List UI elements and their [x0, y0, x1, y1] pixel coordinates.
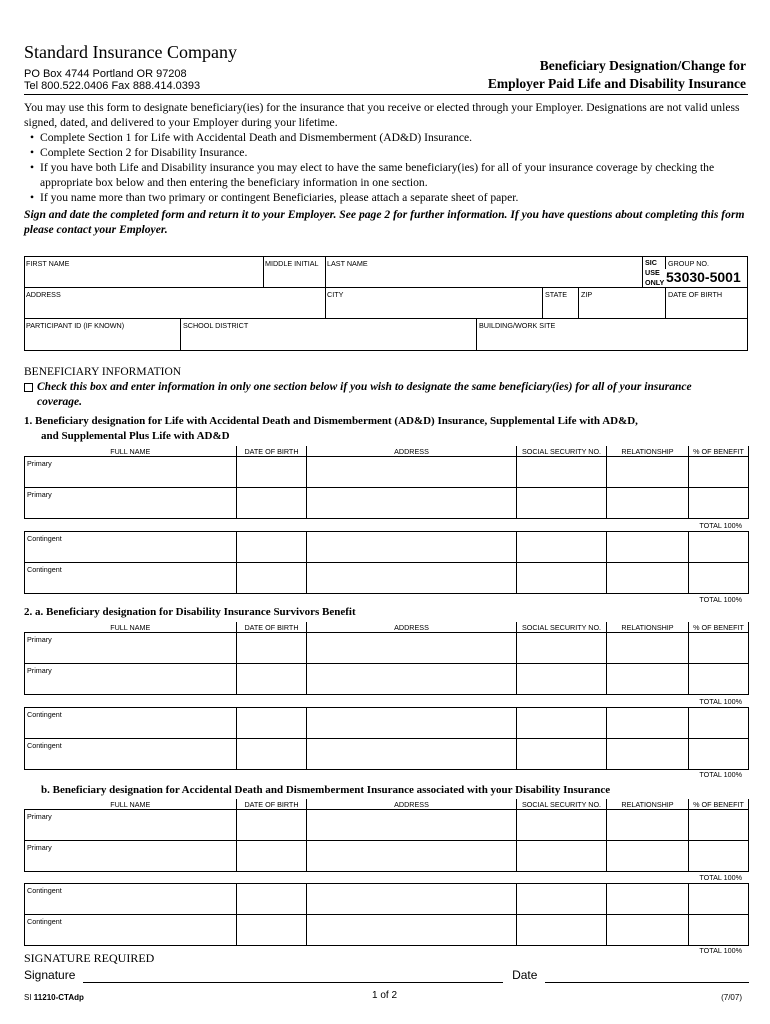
zip-field[interactable]: ZIP	[581, 290, 593, 299]
same-beneficiary-checkbox[interactable]	[24, 383, 33, 392]
form-number	[24, 993, 84, 1002]
total-label: TOTAL 100%	[699, 873, 742, 882]
section2b-title: b. Beneficiary designation for Accidental Death and Dismemberment Insurance associated with your Disability Insurance	[41, 784, 611, 796]
total-label: TOTAL 100%	[699, 521, 742, 530]
col-relationship: RELATIONSHIP	[607, 446, 689, 457]
address-field[interactable]: ADDRESS	[26, 290, 61, 299]
table-row[interactable]	[25, 488, 749, 519]
section2a-title: 2. a. Beneficiary designation for Disability Insurance Survivors Benefit	[24, 606, 356, 618]
col-ssn: SOCIAL SECURITY NO.	[517, 799, 607, 810]
total-label: TOTAL 100%	[699, 697, 742, 706]
city-field[interactable]: CITY	[327, 290, 344, 299]
beneficiary-heading: BENEFICIARY INFORMATION	[24, 366, 182, 378]
school-district-field[interactable]: SCHOOL DISTRICT	[183, 321, 249, 330]
intro-bullet: • If you name more than two primary or contingent Beneficiaries, please attach a separate sheet of paper.	[40, 190, 750, 205]
col-ssn: SOCIAL SECURITY NO.	[517, 446, 607, 457]
form-title-line2: Employer Paid Life and Disability Insurance	[487, 76, 746, 91]
date-label: Date	[512, 968, 538, 982]
return-instruction: Sign and date the completed form and return it to your Employer. See page 2 for further information. If you have questions about completing this form please contact your Employer.	[24, 208, 745, 236]
divider	[642, 256, 643, 287]
date-field[interactable]	[545, 968, 749, 983]
col-address: ADDRESS	[307, 799, 517, 810]
table-row[interactable]	[25, 810, 749, 841]
col-full-name: FULL NAME	[25, 446, 237, 457]
signature-label: Signature	[24, 968, 76, 982]
state-field[interactable]: STATE	[545, 290, 568, 299]
group-no-label: GROUP NO.	[668, 259, 710, 268]
company-phone-fax: Tel 800.522.0406 Fax 888.414.0393	[24, 80, 201, 92]
intro-bullet: • Complete Section 2 for Disability Insurance.	[40, 145, 750, 160]
header-divider	[24, 94, 748, 95]
table-row[interactable]	[25, 841, 749, 872]
row-label: Primary	[25, 664, 237, 695]
divider	[24, 287, 748, 288]
company-name: Standard Insurance Company	[24, 42, 237, 62]
col-dob: DATE OF BIRTH	[237, 622, 307, 633]
only-label: ONLY	[645, 278, 665, 287]
section1-title: 1. Beneficiary designation for Life with Accidental Death and Dismemberment (AD&D) Insurance, Supplemental Life with AD&D,	[24, 415, 638, 427]
table-row[interactable]	[25, 739, 749, 770]
divider	[578, 287, 579, 318]
page-number: 1 of 2	[372, 990, 398, 1001]
col-relationship: RELATIONSHIP	[607, 799, 689, 810]
form-number-value: 11210-CTAdp	[33, 993, 84, 1002]
intro-bullets	[24, 130, 750, 205]
section2a-contingent-table	[24, 707, 749, 770]
col-percent: % OF BENEFIT	[689, 446, 749, 457]
row-label: Primary	[25, 488, 237, 519]
col-percent: % OF BENEFIT	[689, 622, 749, 633]
table-row[interactable]	[25, 457, 749, 488]
form-title-line1: Beneficiary Designation/Change for	[539, 58, 746, 73]
section2a-table	[24, 622, 749, 695]
divider	[665, 256, 666, 269]
row-label: Contingent	[25, 708, 237, 739]
use-label: USE	[645, 268, 660, 277]
col-full-name: FULL NAME	[25, 622, 237, 633]
form-number-prefix: SI	[24, 993, 32, 1002]
divider	[665, 287, 666, 318]
row-label: Primary	[25, 841, 237, 872]
col-address: ADDRESS	[307, 446, 517, 457]
row-label: Primary	[25, 457, 237, 488]
sic-label: SIC	[645, 258, 657, 267]
row-label: Contingent	[25, 532, 237, 563]
table-row[interactable]	[25, 633, 749, 664]
total-label: TOTAL 100%	[699, 595, 742, 604]
divider	[24, 318, 748, 319]
table-row[interactable]	[25, 708, 749, 739]
col-dob: DATE OF BIRTH	[237, 446, 307, 457]
divider	[263, 256, 264, 287]
company-address: PO Box 4744 Portland OR 97208	[24, 68, 187, 80]
col-dob: DATE OF BIRTH	[237, 799, 307, 810]
divider	[325, 287, 326, 318]
table-row[interactable]	[25, 884, 749, 915]
col-ssn: SOCIAL SECURITY NO.	[517, 622, 607, 633]
group-number: 53030-5001	[666, 269, 741, 285]
intro-bullet: • Complete Section 1 for Life with Accidental Death and Dismemberment (AD&D) Insurance.	[40, 130, 750, 145]
signature-row	[24, 968, 749, 983]
total-label: TOTAL 100%	[699, 770, 742, 779]
row-label: Contingent	[25, 915, 237, 946]
total-label: TOTAL 100%	[699, 946, 742, 955]
col-address: ADDRESS	[307, 622, 517, 633]
table-row[interactable]	[25, 532, 749, 563]
signature-field[interactable]	[83, 968, 503, 983]
table-row[interactable]	[25, 664, 749, 695]
intro-text	[24, 100, 750, 237]
row-label: Contingent	[25, 884, 237, 915]
table-row[interactable]	[25, 563, 749, 594]
intro-bullet: • If you have both Life and Disability insurance you may elect to have the same beneficiary(ies) for all of your insurance coverage by checking the appropriate box below and then entering the beneficiary information in one section.	[40, 160, 750, 190]
section2b-contingent-table	[24, 883, 749, 946]
col-relationship: RELATIONSHIP	[607, 622, 689, 633]
participant-id-field[interactable]: PARTICIPANT ID (IF KNOWN)	[26, 321, 125, 330]
row-label: Primary	[25, 633, 237, 664]
date-of-birth-field[interactable]: DATE OF BIRTH	[668, 290, 723, 299]
same-beneficiary-text: Check this box and enter information in only one section below if you wish to designate the same beneficiary(ies) for all of your insurance coverage.	[37, 381, 692, 408]
building-worksite-field[interactable]: BUILDING/WORK SITE	[479, 321, 556, 330]
revision-date: (7/07)	[721, 993, 742, 1002]
intro-paragraph: You may use this form to designate beneficiary(ies) for the insurance that you receive or elected through your Employer. Designations are not valid unless signed, dated, and delivered to your Employer during your lifetime.	[24, 101, 740, 129]
signature-required-heading: SIGNATURE REQUIRED	[24, 951, 155, 965]
section1-title-cont: and Supplemental Plus Life with AD&D	[41, 430, 230, 442]
section1-contingent-table	[24, 531, 749, 594]
divider	[542, 287, 543, 318]
last-name-field[interactable]: LAST NAME	[327, 259, 368, 268]
col-full-name: FULL NAME	[25, 799, 237, 810]
section1-table	[24, 446, 749, 519]
row-label: Contingent	[25, 739, 237, 770]
participant-info-box	[24, 256, 748, 351]
table-row[interactable]	[25, 915, 749, 946]
section2b-table	[24, 799, 749, 872]
divider	[325, 256, 326, 287]
divider	[180, 318, 181, 351]
col-percent: % OF BENEFIT	[689, 799, 749, 810]
first-name-field[interactable]: FIRST NAME	[26, 259, 70, 268]
row-label: Primary	[25, 810, 237, 841]
middle-initial-field[interactable]: MIDDLE INITIAL	[265, 259, 319, 268]
row-label: Contingent	[25, 563, 237, 594]
divider	[476, 318, 477, 351]
